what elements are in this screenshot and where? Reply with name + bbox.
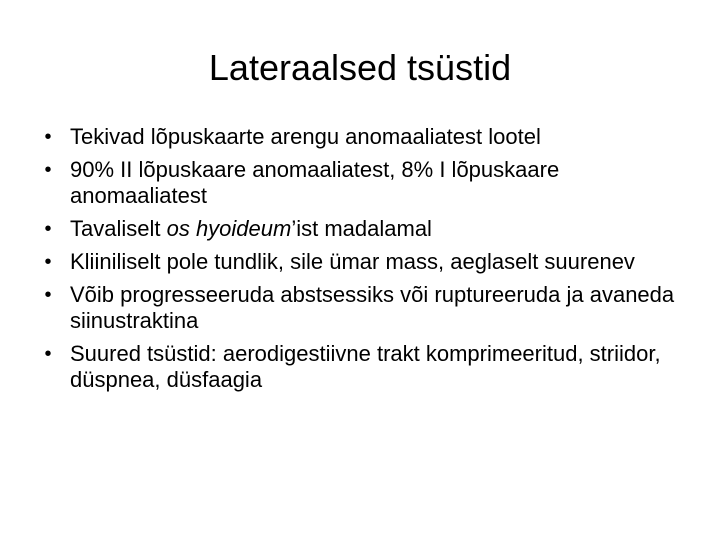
bullet-icon: • bbox=[44, 159, 52, 181]
bullet-item bbox=[36, 249, 696, 275]
bullet-item bbox=[36, 216, 696, 242]
bullet-text: Suured tsüstid: aerodigestiivne trakt komprimeeritud, striidor, düspnea, düsfaagia bbox=[70, 341, 661, 392]
bullet-icon: • bbox=[44, 343, 52, 365]
bullet-list bbox=[36, 124, 696, 400]
bullet-icon: • bbox=[44, 251, 52, 273]
bullet-item bbox=[36, 124, 696, 150]
bullet-text bbox=[70, 216, 696, 242]
bullet-icon: • bbox=[44, 218, 52, 240]
bullet-text-suffix: ’ist madalamal bbox=[291, 216, 432, 241]
bullet-text-italic: os hyoideum bbox=[166, 216, 292, 241]
bullet-text-prefix: Tavaliselt bbox=[70, 216, 167, 241]
bullet-item bbox=[36, 157, 696, 209]
bullet-icon: • bbox=[44, 126, 52, 148]
bullet-item bbox=[36, 341, 696, 393]
bullet-text: 90% II lõpuskaare anomaaliatest, 8% I lõpuskaare anomaaliatest bbox=[70, 157, 560, 208]
bullet-icon: • bbox=[44, 284, 52, 306]
bullet-text: Kliiniliselt pole tundlik, sile ümar mass, aeglaselt suurenev bbox=[70, 249, 635, 274]
bullet-item bbox=[36, 282, 696, 334]
bullet-text: Võib progresseeruda abstsessiks või ruptureeruda ja avaneda siinustraktina bbox=[70, 282, 675, 333]
bullet-text: Tekivad lõpuskaarte arengu anomaaliatest lootel bbox=[70, 124, 541, 149]
slide-title: Lateraalsed tsüstid bbox=[208, 47, 512, 88]
